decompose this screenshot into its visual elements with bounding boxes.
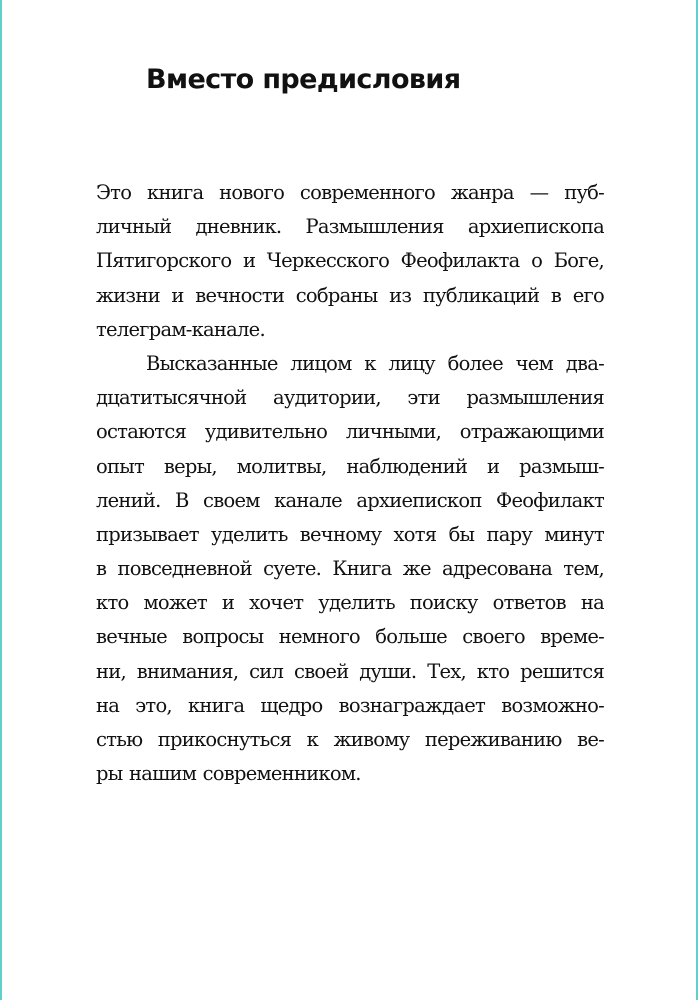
text-line: стью прикоснуться к живому переживанию ве- (96, 728, 604, 751)
text-line: Это книга нового современного жанра — пуб- (96, 181, 604, 204)
text-line: телеграм-канале. (96, 317, 265, 341)
text-line: в повседневной суете. Книга же адресована тем, (96, 557, 604, 581)
page-title: Вместо предисловия (146, 64, 461, 95)
text-line: жизни и вечности собраны из публикаций в его (96, 283, 604, 307)
text-line: опыт веры, молитвы, наблюдений и размыш- (96, 454, 604, 478)
page-edge-left (0, 0, 2, 1000)
text-line: ры нашим современником. (96, 762, 361, 786)
text-line: ни, внимания, сил своей души. Тех, кто решится (96, 659, 604, 683)
body-text (96, 176, 604, 791)
text-line: призывает уделить вечному хотя бы пару минут (96, 522, 604, 546)
text-line: Пятигорского и Черкесского Феофилакта о Боге, (96, 249, 604, 273)
text-line: вечные вопросы немного больше своего време- (96, 625, 604, 649)
text-line: кто может и хочет уделить поиску ответов на (96, 591, 604, 615)
text-line: на это, книга щедро вознаграждает возможно- (96, 693, 604, 717)
text-line: дцатитысячной аудитории, эти размышления (96, 386, 604, 410)
text-line: лений. В своем канале архиепископ Феофилакт (96, 488, 604, 512)
text-line: Высказанные лицом к лицу более чем два- (146, 351, 604, 375)
text-line: личный дневник. Размышления архиепископа (96, 215, 604, 239)
text-line: остаются удивительно личными, отражающими (96, 420, 604, 444)
